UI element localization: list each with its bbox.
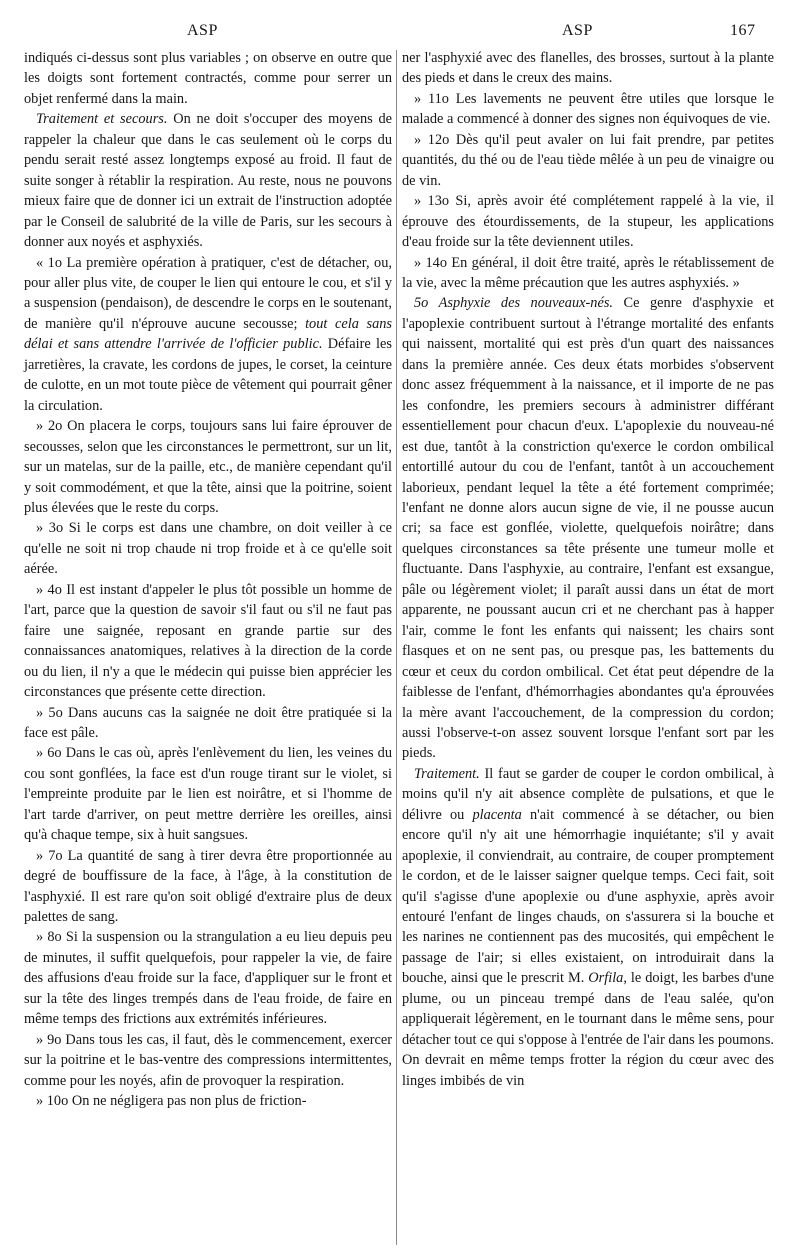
column-divider [396, 50, 397, 1245]
header-left-word: ASP [187, 22, 218, 39]
paragraph: « 1o La première opération à pratiquer, c'est de détacher, ou, pour aller plus vite, de couper le lien qui entoure le cou, et s'il y a suspension (pendaison), de descendre le corps en le soutenant, de manière qu'il n'éprouve aucune secousse; tout cela sans délai et sans attendre l'arrivée de l'officier public. Défaire les jarretières, la cravate, les cordons de jupes, le corset, la ceinture de culotte, en un mot toute pièce de vêtement qui pourrait gêner la circulation. [24, 254, 393, 414]
paragraph: » 13o Si, après avoir été complétement rappelé à la vie, il éprouve des étourdissements, de la stupeur, les applications d'eau froide sur la tête deviennent utiles. [402, 193, 774, 251]
paragraph: » 6o Dans le cas où, après l'enlèvement du lien, les veines du cou sont gonflées, la face est d'un rouge tirant sur le violet, si l'empreinte produite par le lien est noirâtre, et si l'homme de l'art tarde d'arriver, on peut mettre derrière les oreilles, ainsi qu'à chaque tempe, six à huit sangsues. [24, 745, 392, 844]
paragraph: indiqués ci-dessus sont plus variables ; on observe en outre que les doigts sont fortement contractés, comme pour serrer un objet renfermé dans la main. [24, 50, 392, 107]
paragraph: » 11o Les lavements ne peuvent être utiles que lorsque le malade a commencé à donner des signes non équivoques de vie. [402, 90, 774, 128]
paragraph: » 5o Dans aucuns cas la saignée ne doit être pratiquée si la face est pâle. [24, 704, 392, 741]
paragraph: Traitement et secours. On ne doit s'occuper des moyens de rappeler la chaleur que dans le cas seulement où le corps du pendu serait resté assez longtemps exposé au froid. Il faut de suite songer à rétablir la respiration. Au reste, nous ne pouvons mieux faire que de donner ici un extrait de l'instruction adoptée par le Conseil de salubrité de la ville de Paris, sur les secours à donner aux noyés et asphyxiés. [24, 111, 393, 251]
paragraph: ner l'asphyxié avec des flanelles, des brosses, surtout à la plante des pieds et dans le creux des mains. [402, 50, 774, 87]
paragraph: » 3o Si le corps est dans une chambre, on doit veiller à ce qu'elle ne soit ni trop chaude ni trop froide et à ce qu'elle soit aérée. [24, 520, 392, 578]
italic-name: Orfila [588, 970, 624, 987]
paragraph: » 7o La quantité de sang à tirer devra être proportionnée au degré de bouffissure de la face, à l'âge, à la constitution de l'asphyxié. Il est rare qu'on soit obligé d'extraire plus de deux palettes de sang. [24, 847, 392, 926]
paragraph: » 8o Si la suspension ou la strangulation a eu lieu depuis peu de minutes, il suffit quelquefois, pour rappeler la vie, de faire des affusions d'eau froide sur la face, d'appliquer sur le front et sur la tête des linges trempés dans de l'eau froide, de faire en même temps des frictions aux extrémités inférieures. [24, 929, 392, 1028]
paragraph: » 4o Il est instant d'appeler le plus tôt possible un homme de l'art, parce que la question de savoir s'il faut ou s'il ne faut pas faire une saignée, reposant en grande partie sur des connaissances anatomiques, relatives à la direction de la corde ou du lien, il n'y a que le médecin qui puisse bien apprécier les circonstances que présente cette direction. [24, 581, 392, 701]
paragraph: » 9o Dans tous les cas, il faut, dès le commencement, exercer sur la poitrine et le bas-ventre des compressions intermittentes, comme pour les noyés, afin de provoquer la respiration. [24, 1031, 392, 1089]
italic-phrase: tout cela sans délai et sans attendre l'arrivée de l'officier public. [24, 315, 393, 353]
paragraph: » 10o On ne négligera pas non plus de friction- [36, 1093, 307, 1110]
paragraph: » 14o En général, il doit être traité, après le rétablissement de la vie, avec la même précaution que les autres asphyxiés. » [402, 254, 774, 291]
paragraph: » 2o On placera le corps, toujours sans lui faire éprouver de secousses, selon que les circonstances le permettront, sur un lit, sur un matelas, sur de la paille, etc., de manière cependant qu'il y soit commodément, et que la tête, ainsi que la poitrine, soient plus élevées que le reste du corps. [24, 418, 392, 516]
paragraph: » 12o Dès qu'il peut avaler on lui fait prendre, par petites quantités, du thé ou de l'eau tiède mêlée à un peu de vinaigre ou de vin. [402, 131, 774, 189]
italic-term: placenta [472, 806, 522, 823]
italic-heading: 5o Asphyxie des nouveaux-nés. [414, 295, 613, 312]
paragraph: Traitement. Il faut se garder de couper le cordon ombilical, à moins qu'il n'y ait absence complète de pulsations, et que le délivre ou placenta n'ait commencé à se détacher, ou bien encore qu'il n'y ait une hémorrhagie inquiétante; s'il y avait apoplexie, il conviendrait, au contraire, de couper promptement le cordon, et de le laisser saigner quelque temps. Ceci fait, soit qu'il s'agisse d'une apoplexie ou d'une asphyxie, après avoir entouré l'enfant de linges chauds, on s'assurera si la bouche et les narines ne contiennent pas des mucosités, qui empêchent le passage de l'air; si elles existaient, on introduirait dans la bouche, ainsi que le prescrit M. Orfila, le doigt, les barbes d'une plume, ou un pinceau trempé dans de l'eau salée, qu'on appliquerait légèrement, en le tournant dans le même sens, pour détacher tout ce qui s'oppose à l'entrée de l'air dans les poumons. On devrait en même temps frotter la région du cœur avec des linges imbibés de vin [402, 765, 775, 1089]
paragraph: 5o Asphyxie des nouveaux-nés. Ce genre d'asphyxie et l'apoplexie contribuent surtout à l'étrange mortalité des enfants qui naissent, mortalité qui est près d'un quart des naissances dans la première année. Ces deux états morbides s'observent donc assez fréquemment à la naissance, et il importe de ne pas les confondre, les premiers secours à administrer différant essentiellement pour chacun d'eux. L'apoplexie du nouveau-né est due, tantôt à la constriction qu'exerce le cordon ombilical entortillé autour du cou de l'enfant, tantôt à un accouchement laborieux, pendant lequel la tête a été fortement comprimée; l'enfant ne donne alors aucun signe de vie, il ne pousse aucun cri; sa face est gonflée, violette, quelquefois noirâtre; dans quelques circonstances sa tête présente une tumeur molle et fluctuante. Dans l'asphyxie, au contraire, l'enfant est exsangue, pâle ou légèrement violet; il paraît aussi dans un état de mort apparente, ne poussant aucun cri et ne cherchant pas à happer l'air, comme le font les enfants qui naissent; les chairs sont flasques et on ne sent pas, ou presque pas, les battements du cœur et ceux du cordon ombilical. Cet état peut dépendre de la faiblesse de l'enfant, d'hémorrhagies abondantes qu'a éprouvées la mère avant l'accouchement, de la compression du cordon; aussi l'observe-t-on assez souvent lorsque l'enfant sort par les pieds. [402, 295, 774, 762]
header-center-word: ASP [562, 22, 593, 39]
italic-heading: Traitement et secours. [36, 111, 168, 128]
left-column [24, 48, 392, 1112]
right-column [402, 48, 774, 1091]
italic-heading: Traitement. [414, 765, 480, 782]
page-number: 167 [730, 22, 756, 39]
running-header [0, 22, 800, 44]
